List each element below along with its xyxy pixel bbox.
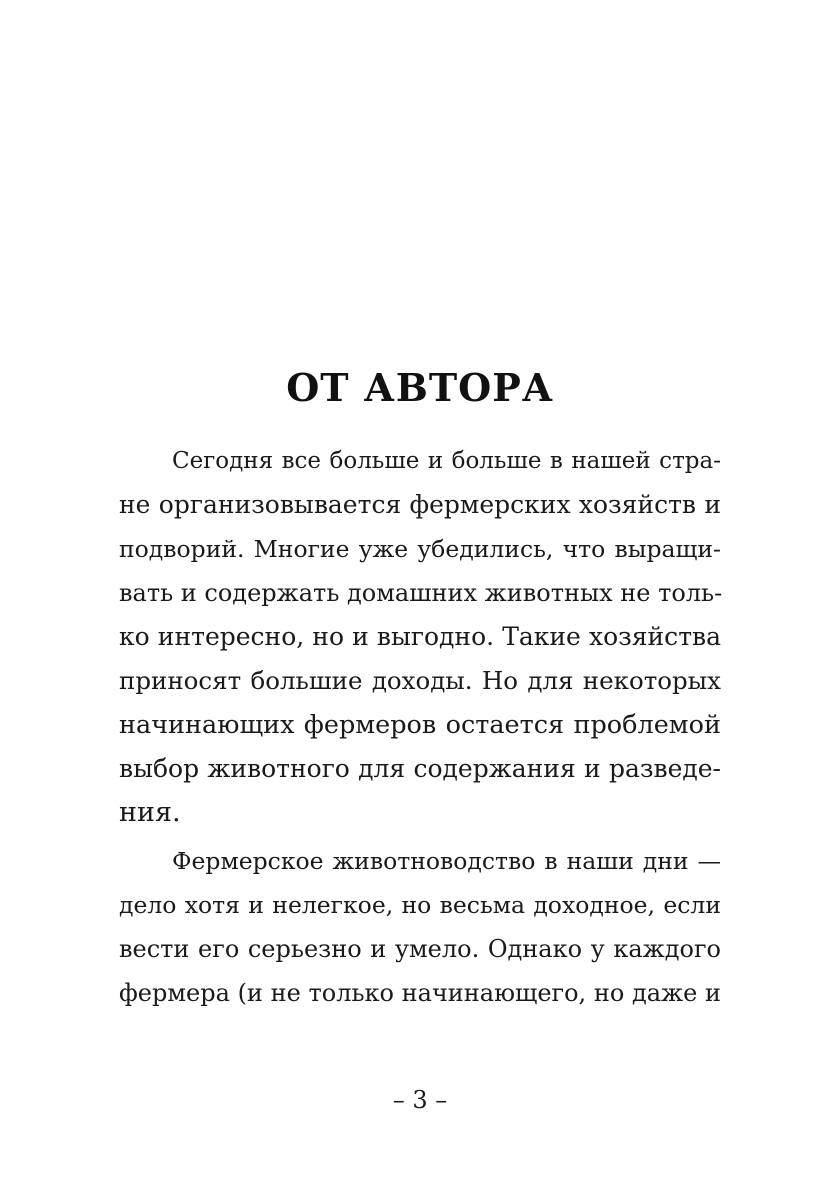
- text-line: дело хотя и нелегкое, но весьма доходное, если: [119, 891, 721, 919]
- page-title: ОТ АВТОРА: [286, 365, 554, 410]
- text-line: приносят большие доходы. Но для некоторых: [119, 666, 721, 695]
- text-line: не организовывается фермерских хозяйств и: [119, 490, 721, 519]
- text-line: Фермерское животноводство в наши дни —: [172, 847, 721, 875]
- text-line: выбор животного для содержания и разведе-: [119, 754, 721, 783]
- text-line: ко интересно, но и выгодно. Такие хозяйства: [119, 622, 721, 651]
- text-line: начинающих фермеров остается проблемой: [119, 710, 721, 740]
- text-line: вести его серьезно и умело. Однако у каждого: [119, 935, 721, 963]
- text-line: подворий. Многие уже убедились, что выращи-: [119, 535, 721, 563]
- page-number: – 3 –: [392, 1086, 448, 1114]
- text-line: фермера (и не только начинающего, но даже и: [119, 979, 721, 1007]
- text-line: Сегодня все больше и больше в нашей стра-: [172, 448, 721, 474]
- text-line: вать и содержать домашних животных не толь-: [119, 579, 723, 607]
- text-line: ния.: [119, 797, 181, 828]
